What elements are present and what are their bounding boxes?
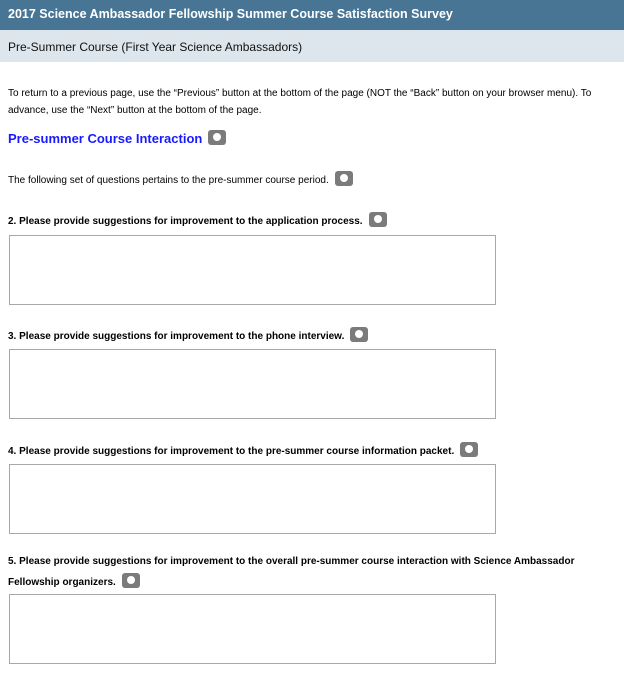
comment-icon[interactable] — [369, 212, 387, 227]
question-label: 2. Please provide suggestions for improvement to the application process. — [8, 216, 363, 227]
question-5 — [8, 551, 618, 593]
section-heading — [8, 131, 226, 147]
comment-icon[interactable] — [122, 573, 140, 588]
question-2 — [8, 211, 618, 232]
instructions-text: To return to a previous page, use the “Previous” button at the bottom of the page (NOT the “Back” button on your browser menu). To advance, use the “Next” button at the bottom of the page. — [8, 88, 592, 116]
intro-text: The following set of questions pertains to the pre-summer course period. — [8, 175, 329, 186]
comment-icon[interactable] — [460, 442, 478, 457]
survey-title: 2017 Science Ambassador Fellowship Summer Course Satisfaction Survey — [0, 0, 624, 30]
question-4-answer[interactable] — [9, 464, 496, 534]
comment-icon[interactable] — [208, 130, 226, 145]
question-2-answer[interactable] — [9, 235, 496, 305]
question-3-answer[interactable] — [9, 349, 496, 419]
question-3 — [8, 326, 618, 347]
question-label: 5. Please provide suggestions for improvement to the overall pre-summer course interaction with Science Ambassador Fellowship organizers. — [8, 556, 575, 588]
comment-icon[interactable] — [350, 327, 368, 342]
question-4 — [8, 441, 618, 462]
comment-icon[interactable] — [335, 171, 353, 186]
intro-line — [8, 172, 353, 189]
section-title: Pre-summer Course Interaction — [8, 131, 203, 146]
question-label: 4. Please provide suggestions for improvement to the pre-summer course information packet. — [8, 446, 455, 457]
question-label: 3. Please provide suggestions for improvement to the phone interview. — [8, 331, 345, 342]
page-title: Pre-Summer Course (First Year Science Ambassadors) — [0, 30, 624, 62]
question-5-answer[interactable] — [9, 594, 496, 664]
